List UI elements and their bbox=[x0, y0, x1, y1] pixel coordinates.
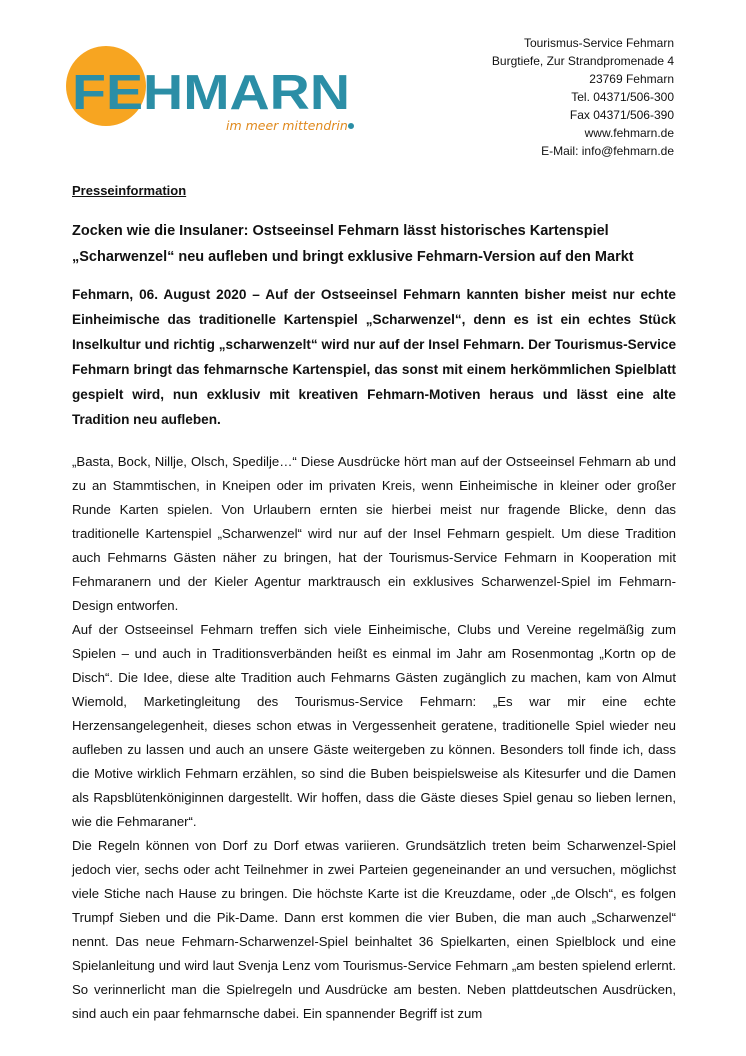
logo-tagline: im meer mittendrin bbox=[226, 118, 348, 133]
logo-dot bbox=[348, 123, 354, 129]
address-line: Tourismus-Service Fehmarn bbox=[523, 36, 674, 50]
address-line: 23769 Fehmarn bbox=[589, 72, 674, 86]
body-text bbox=[72, 450, 676, 1026]
document-label: Presseinformation bbox=[72, 183, 187, 198]
logo-wordmark: FEHMARN bbox=[72, 66, 350, 120]
address-website: www.fehmarn.de bbox=[584, 126, 674, 140]
press-headline: Zocken wie die Insulaner: Ostseeinsel Fehmarn lässt historisches Kartenspiel „Scharwenzel“ neu aufleben und bringt exklusive Fehmarn-Version auf den Markt bbox=[72, 223, 634, 265]
address-line: Tel. 04371/506-300 bbox=[571, 90, 674, 104]
body-paragraph: Auf der Ostseeinsel Fehmarn treffen sich viele Einheimische, Clubs und Vereine regelmäßig zum Spielen – und auch in Traditionsverbänden heißt es einmal im Jahr am Rosenmontag „Kortn op de Disch“. Die Idee, diese alte Tradition auch Fehmarns Gästen zugänglich zu machen, kam von Almut Wiemold, Marketingleitung des Tourismus-Service Fehmarn: „Es war mir eine echte Herzensangelegenheit, dieses schon etwas in Vergessenheit geratene, traditionelle Spiel wieder neu aufleben zu lassen und auch an unsere Gäste weitergeben zu können. Besonders toll finde ich, dass die Motive wirklich Fehmarn erzählen, so sind die Buben beispielsweise als Kitesurfer und die Damen als Rapsblütenköniginnen dargestellt. Wir hoffen, dass die Gäste dieses Spiel genau so lieben lernen, wie die Fehmaraner“. bbox=[72, 622, 676, 829]
fehmarn-logo bbox=[56, 46, 366, 146]
body-paragraph: „Basta, Bock, Nillje, Olsch, Spedilje…“ Diese Ausdrücke hört man auf der Ostseeinsel Fehmarn ab und zu an Stammtischen, in Kneipen oder im privaten Kreis, wenn Einheimische in kleiner oder großer Runde Karten spielen. Von Urlaubern ernten sie hierbei meist nur fragende Blicke, denn das traditionelle Kartenspiel „Scharwenzel“ wird nur auf der Insel Fehmarn gespielt. Um diese Tradition auch Fehmarns Gästen näher zu bringen, hat der Tourismus-Service Fehmarn in Kooperation mit Fehmaranern und der Kieler Agentur marktrausch ein exklusives Scharwenzel-Spiel im Fehmarn-Design entworfen. bbox=[72, 454, 676, 613]
address-line: Burgtiefe, Zur Strandpromenade 4 bbox=[491, 54, 674, 68]
sender-address bbox=[492, 34, 674, 160]
address-email: E-Mail: info@fehmarn.de bbox=[541, 144, 674, 158]
fehmarn-logo-graphic bbox=[56, 46, 366, 146]
address-line: Fax 04371/506-390 bbox=[569, 108, 674, 122]
lead-paragraph: Fehmarn, 06. August 2020 – Auf der Ostseeinsel Fehmarn kannten bisher meist nur echte Einheimische das traditionelle Kartenspiel „Scharwenzel“, denn es ist ein echtes Stück Inselkultur und richtig „scharwenzelt“ wird nur auf der Insel Fehmarn. Der Tourismus-Service Fehmarn bringt das fehmarnsche Kartenspiel, das sonst mit einem herkömmlichen Spielblatt gespielt wird, nun exklusiv mit kreativen Fehmarn-Motiven heraus und lässt eine alte Tradition neu aufleben. bbox=[72, 287, 676, 427]
body-paragraph: Die Regeln können von Dorf zu Dorf etwas variieren. Grundsätzlich treten beim Scharwenzel-Spiel jedoch vier, sechs oder acht Teilnehmer in zwei Parteien gegeneinander an und versuchen, möglichst viele Stiche nach Hause zu bringen. Die höchste Karte ist die Kreuzdame, oder „de Olsch“, es folgen Trumpf Sieben und die Pik-Dame. Dann erst kommen die vier Buben, die man auch „Scharwenzel“ nennt. Das neue Fehmarn-Scharwenzel-Spiel beinhaltet 36 Spielkarten, einen Spielblock und eine Spielanleitung und wird laut Svenja Lenz vom Tourismus-Service Fehmarn „am besten spielend erlernt. So verinnerlicht man die Spielregeln und Ausdrücke am besten. Neben plattdeutschen Ausdrücken, sind auch ein paar fehmarnsche dabei. Ein spannender Begriff ist zum bbox=[72, 838, 676, 1021]
